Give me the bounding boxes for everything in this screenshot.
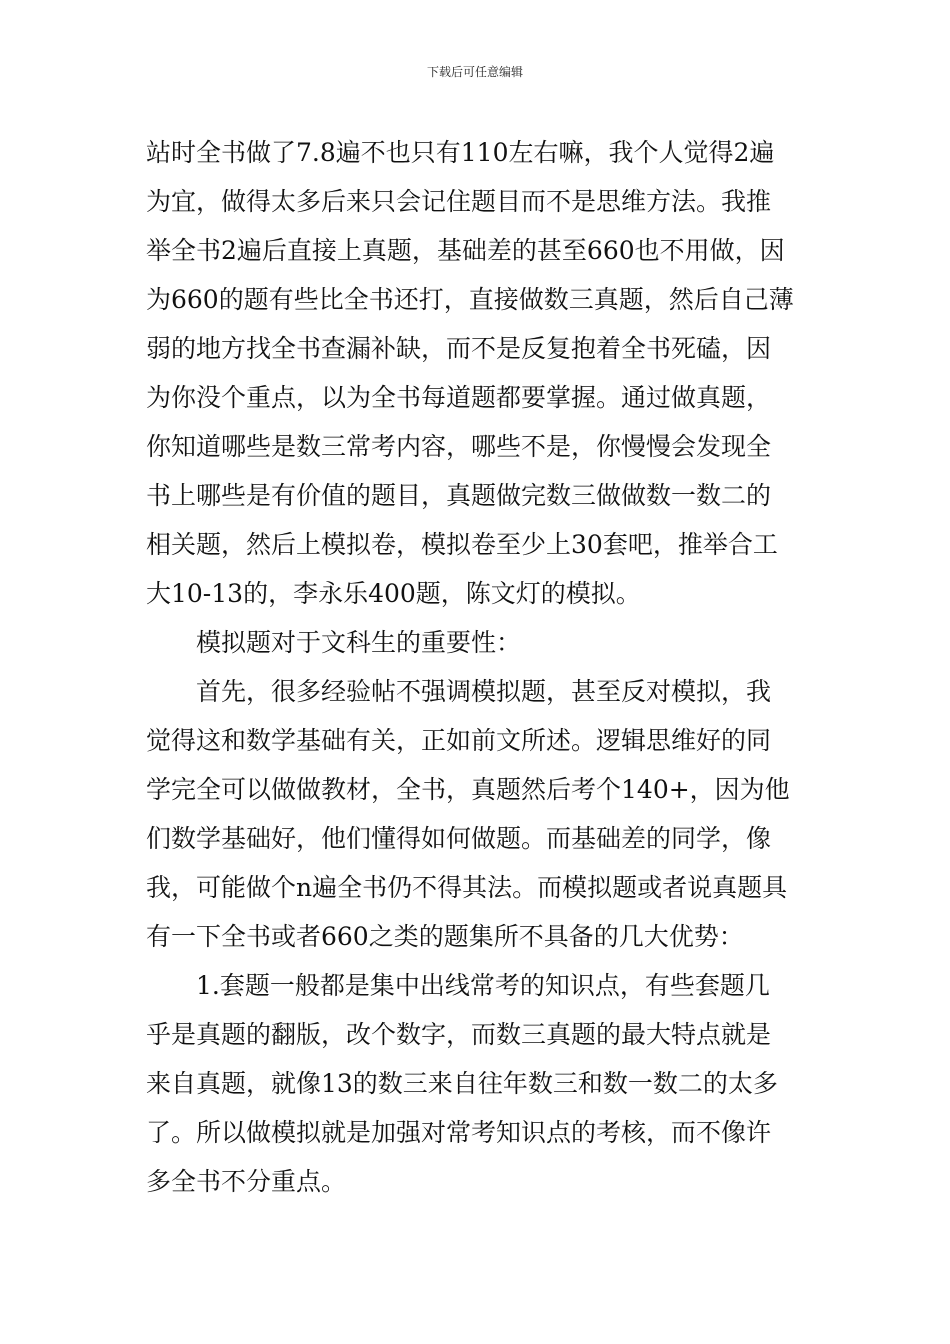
text-line: 有一下全书或者660之类的题集所不具备的几大优势： <box>146 922 744 951</box>
text-line: 们数学基础好，他们懂得如何做题。而基础差的同学，像 <box>146 824 772 853</box>
text-line: 大10-13的，李永乐400题，陈文灯的模拟。 <box>146 579 641 608</box>
text-line: 了。所以做模拟就是加强对常考知识点的考核，而不像许 <box>146 1118 772 1147</box>
paragraph-start-line: 首先，很多经验帖不强调模拟题，甚至反对模拟，我 <box>196 677 772 706</box>
text-line: 为660的题有些比全书还打，直接做数三真题，然后自己薄 <box>146 285 794 314</box>
text-line: 觉得这和数学基础有关，正如前文所述。逻辑思维好的同 <box>146 726 772 755</box>
text-line: 书上哪些是有价值的题目，真题做完数三做做数一数二的 <box>146 481 772 510</box>
text-line: 为宜，做得太多后来只会记住题目而不是思维方法。我推 <box>146 187 772 216</box>
text-line: 多全书不分重点。 <box>146 1167 347 1196</box>
text-line: 站时全书做了7.8遍不也只有110左右嘛，我个人觉得2遍 <box>146 138 775 167</box>
list-item-start-line: 1.套题一般都是集中出线常考的知识点，有些套题几 <box>196 971 770 1000</box>
text-line: 学完全可以做做教材，全书，真题然后考个140+，因为他 <box>146 775 790 804</box>
text-line: 为你没个重点，以为全书每道题都要掌握。通过做真题， <box>146 383 772 412</box>
text-line: 来自真题，就像13的数三来自往年数三和数一数二的太多 <box>146 1069 778 1098</box>
text-line: 我，可能做个n遍全书仍不得其法。而模拟题或者说真题具 <box>146 873 788 902</box>
document-body <box>146 128 816 1206</box>
text-line: 乎是真题的翻版，改个数字，而数三真题的最大特点就是 <box>146 1020 772 1049</box>
text-line: 举全书2遍后直接上真题，基础差的甚至660也不用做，因 <box>146 236 785 265</box>
text-line: 相关题，然后上模拟卷，模拟卷至少上30套吧，推举合工 <box>146 530 778 559</box>
text-line: 你知道哪些是数三常考内容，哪些不是，你慢慢会发现全 <box>146 432 772 461</box>
text-line: 弱的地方找全书查漏补缺，而不是反复抱着全书死磕，因 <box>146 334 772 363</box>
page-header: 下载后可任意编辑 <box>426 65 523 79</box>
section-heading: 模拟题对于文科生的重要性： <box>196 628 522 657</box>
